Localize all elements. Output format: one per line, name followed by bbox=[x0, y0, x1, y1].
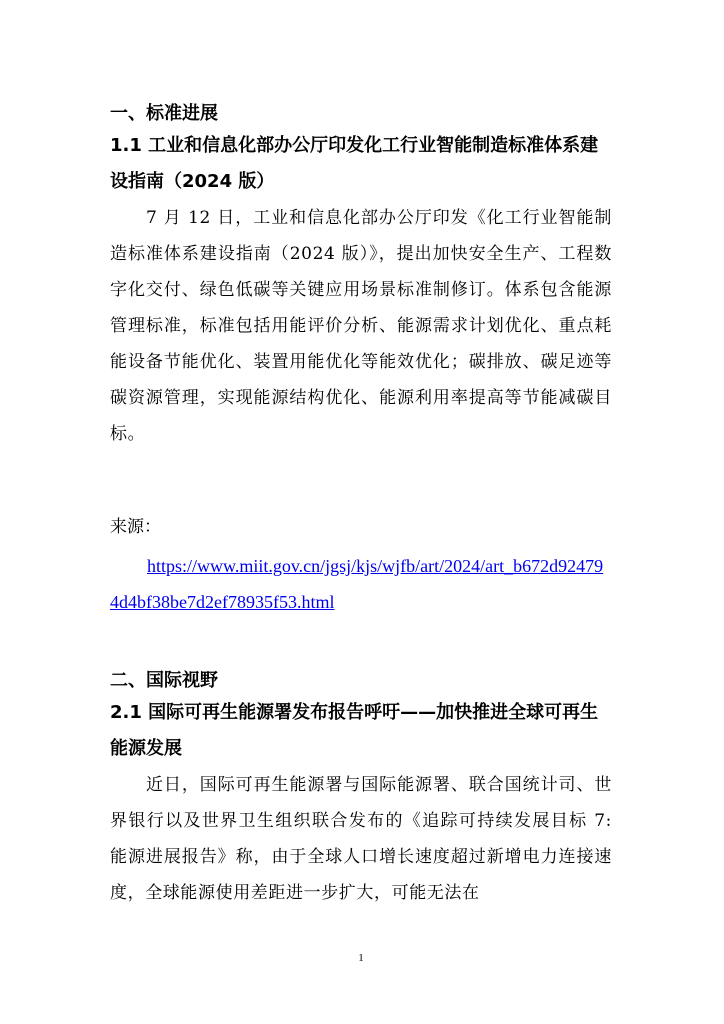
article-title-2-1: 2.1 国际可再生能源署发布报告呼吁——加快推进全球可再生能源发展 bbox=[110, 702, 599, 759]
section-heading-standards: 一、标准进展 bbox=[110, 103, 218, 124]
page-number: 1 bbox=[358, 952, 364, 964]
source-link-paragraph bbox=[110, 548, 612, 620]
source-link[interactable]: https://www.miit.gov.cn/jgsj/kjs/wjfb/art/2024/art_b672d924794d4bf38be7d2ef78935f53.html bbox=[110, 556, 604, 612]
article-body-2-1: 近日，国际可再生能源署与国际能源署、联合国统计司、世界银行以及世界卫生组织联合发布的《追踪可持续发展目标 7: 能源进展报告》称，由于全球人口增长速度超过新增电力连接速度，全球能源使用差距进一步扩大，可能无法在 bbox=[110, 775, 612, 903]
source-label: 来源： bbox=[110, 517, 161, 537]
section-heading-international: 二、国际视野 bbox=[110, 670, 218, 691]
document-page bbox=[110, 0, 612, 1024]
article-body-1-1: 7 月 12 日，工业和信息化部办公厅印发《化工行业智能制造标准体系建设指南（2024 版）》，提出加快安全生产、工程数字化交付、绿色低碳等关键应用场景标准制修订。体系包含能源管理标准，标准包括用能评价分析、能源需求计划优化、重点耗能设备节能优化、装置用能优化等能效优化；碳排放、碳足迹等碳资源管理，实现能源结构优化、能源利用率提高等节能减碳目标。 bbox=[110, 208, 612, 444]
article-title-1-1: 1.1 工业和信息化部办公厅印发化工行业智能制造标准体系建设指南（2024 版） bbox=[110, 135, 599, 192]
